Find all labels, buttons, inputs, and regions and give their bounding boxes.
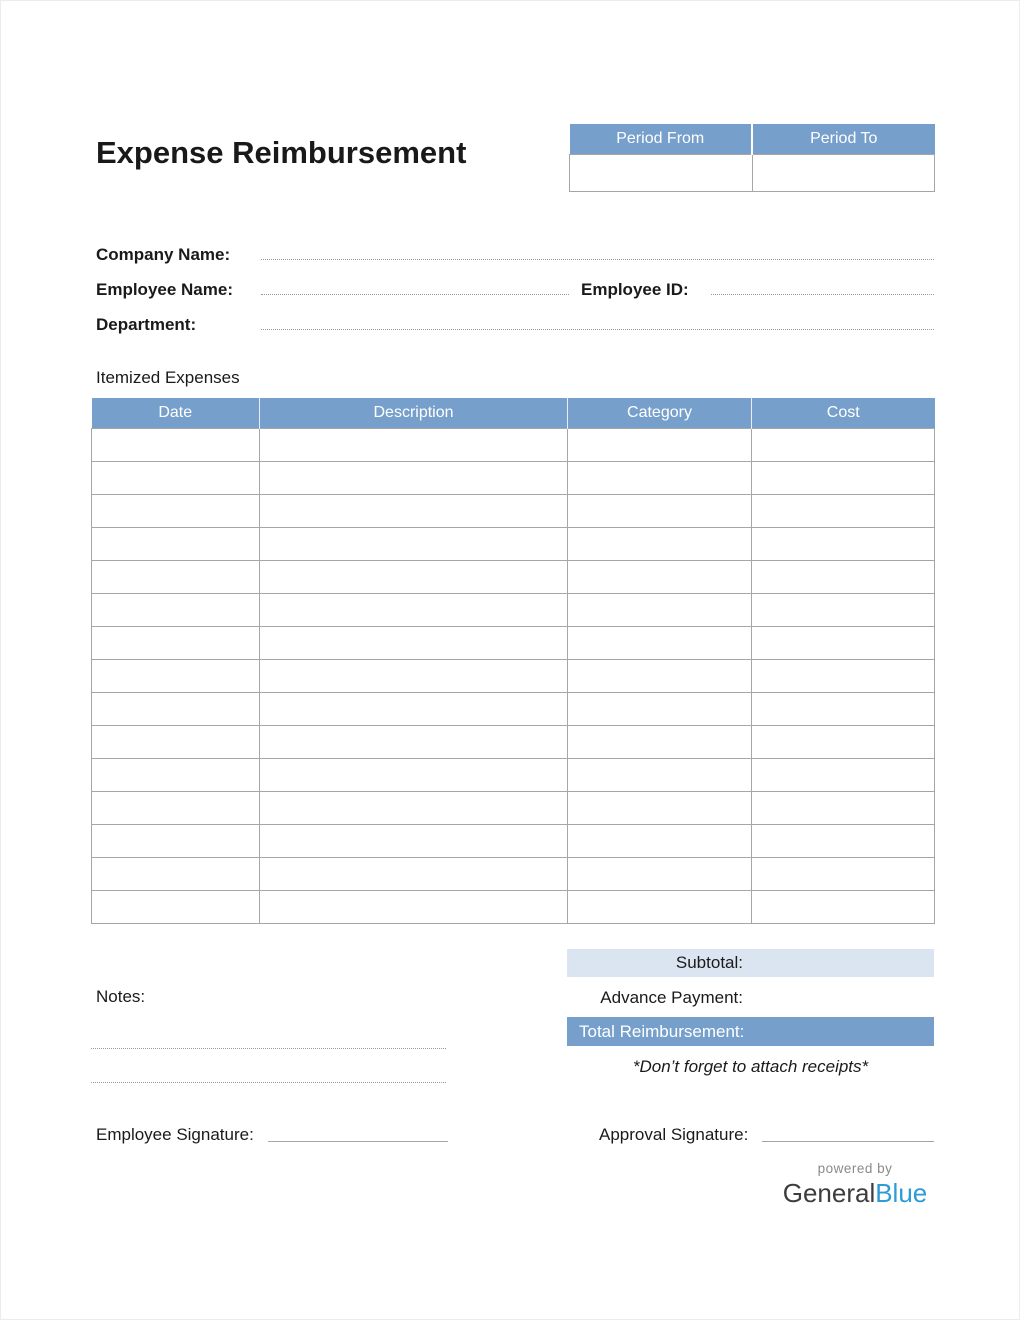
company-name-label: Company Name: — [96, 245, 231, 264]
expense-row — [92, 791, 935, 824]
expense-cell-date[interactable] — [92, 890, 260, 923]
brand-footer — [776, 1161, 934, 1209]
expense-cell-cost[interactable] — [752, 791, 935, 824]
expense-cell-category[interactable] — [568, 890, 752, 923]
employee-id-field[interactable] — [711, 294, 934, 295]
notes-section — [91, 987, 446, 1083]
expense-row — [92, 428, 935, 461]
company-name-row — [96, 233, 934, 268]
approval-signature-line[interactable] — [762, 1141, 934, 1142]
expense-cell-date[interactable] — [92, 857, 260, 890]
notes-line-1[interactable] — [91, 1048, 446, 1049]
period-table — [569, 124, 935, 192]
expense-cell-date[interactable] — [92, 527, 260, 560]
itemized-expenses-title: Itemized Expenses — [96, 368, 240, 387]
period-to-header: Period To — [752, 124, 935, 154]
expense-row — [92, 494, 935, 527]
expense-row — [92, 527, 935, 560]
expense-row — [92, 692, 935, 725]
expense-cell-date[interactable] — [92, 659, 260, 692]
department-field[interactable] — [261, 329, 934, 330]
totals-section — [567, 949, 934, 1077]
expense-cell-cost[interactable] — [752, 857, 935, 890]
employee-name-row — [96, 268, 934, 303]
period-table-value-row — [570, 154, 935, 191]
expense-cell-date[interactable] — [92, 560, 260, 593]
subtotal-row — [567, 949, 934, 977]
expense-cell-description[interactable] — [260, 725, 568, 758]
powered-by-text: powered by — [817, 1161, 893, 1176]
employee-id-label: Employee ID: — [581, 280, 689, 299]
period-from-field[interactable] — [570, 154, 753, 191]
expense-cell-description[interactable] — [260, 428, 568, 461]
total-reimbursement-label: Total Reimbursement: — [579, 1022, 745, 1041]
receipts-note: *Don’t forget to attach receipts* — [632, 1057, 869, 1076]
expense-table-header-row — [92, 398, 935, 428]
expense-cell-description[interactable] — [260, 791, 568, 824]
expense-row — [92, 725, 935, 758]
expense-cell-category[interactable] — [568, 560, 752, 593]
expense-cell-date[interactable] — [92, 461, 260, 494]
period-table-header-row — [570, 124, 935, 154]
expense-cell-description[interactable] — [260, 461, 568, 494]
expense-cell-category[interactable] — [568, 626, 752, 659]
subtotal-label: Subtotal: — [675, 953, 743, 972]
approval-signature-block — [599, 1125, 934, 1147]
expense-cell-category[interactable] — [568, 494, 752, 527]
expense-cell-date[interactable] — [92, 725, 260, 758]
expense-cell-cost[interactable] — [752, 593, 935, 626]
expense-cell-description[interactable] — [260, 593, 568, 626]
expense-row — [92, 857, 935, 890]
brand-general-text: General — [782, 1178, 876, 1208]
expense-cell-cost[interactable] — [752, 725, 935, 758]
expense-cell-cost[interactable] — [752, 626, 935, 659]
expense-cell-category[interactable] — [568, 593, 752, 626]
expense-cell-description[interactable] — [260, 758, 568, 791]
expense-row — [92, 593, 935, 626]
expense-cell-cost[interactable] — [752, 560, 935, 593]
expense-cell-category[interactable] — [568, 791, 752, 824]
expense-cell-description[interactable] — [260, 890, 568, 923]
expense-cell-date[interactable] — [92, 824, 260, 857]
employee-signature-label: Employee Signature: — [96, 1125, 254, 1144]
generalblue-logo — [776, 1178, 934, 1209]
period-from-header: Period From — [570, 124, 753, 154]
expense-cell-description[interactable] — [260, 494, 568, 527]
expense-row — [92, 758, 935, 791]
expense-cell-cost[interactable] — [752, 659, 935, 692]
expense-cell-category[interactable] — [568, 659, 752, 692]
expense-cell-date[interactable] — [92, 692, 260, 725]
expense-cell-description[interactable] — [260, 857, 568, 890]
advance-payment-value-field[interactable] — [751, 985, 934, 1011]
expense-cell-category[interactable] — [568, 692, 752, 725]
expense-row — [92, 461, 935, 494]
expense-cell-category[interactable] — [568, 527, 752, 560]
expense-cell-description[interactable] — [260, 626, 568, 659]
expense-cell-description[interactable] — [260, 560, 568, 593]
total-reimbursement-bar — [567, 1017, 934, 1046]
department-label: Department: — [96, 315, 197, 334]
expense-cell-description[interactable] — [260, 824, 568, 857]
column-header-description: Description — [260, 398, 568, 428]
expense-cell-date[interactable] — [92, 593, 260, 626]
expense-cell-cost[interactable] — [752, 890, 935, 923]
employee-signature-line[interactable] — [268, 1141, 448, 1142]
expense-cell-cost[interactable] — [752, 758, 935, 791]
period-to-field[interactable] — [752, 154, 935, 191]
expense-table-body — [92, 428, 935, 923]
department-row — [96, 303, 934, 338]
expense-cell-date[interactable] — [92, 428, 260, 461]
employee-name-field[interactable] — [261, 294, 569, 295]
expense-cell-cost[interactable] — [752, 824, 935, 857]
column-header-category: Category — [568, 398, 752, 428]
expense-cell-date[interactable] — [92, 791, 260, 824]
expense-cell-description[interactable] — [260, 527, 568, 560]
expense-cell-cost[interactable] — [752, 461, 935, 494]
expense-cell-description[interactable] — [260, 659, 568, 692]
company-info-fields — [96, 233, 934, 338]
expense-cell-category[interactable] — [568, 758, 752, 791]
expense-row — [92, 659, 935, 692]
approval-signature-label: Approval Signature: — [599, 1125, 749, 1144]
expense-cell-category[interactable] — [568, 428, 752, 461]
employee-name-label: Employee Name: — [96, 280, 233, 299]
column-header-cost: Cost — [752, 398, 935, 428]
notes-line-2[interactable] — [91, 1082, 446, 1083]
expense-cell-date[interactable] — [92, 626, 260, 659]
expense-cell-category[interactable] — [568, 857, 752, 890]
expense-cell-category[interactable] — [568, 725, 752, 758]
expense-row — [92, 626, 935, 659]
expense-row — [92, 560, 935, 593]
expense-row — [92, 890, 935, 923]
expense-cell-description[interactable] — [260, 692, 568, 725]
expense-cell-cost[interactable] — [752, 494, 935, 527]
page-title: Expense Reimbursement — [96, 135, 467, 170]
brand-blue-text: Blue — [875, 1178, 928, 1208]
expense-cell-date[interactable] — [92, 494, 260, 527]
company-name-field[interactable] — [261, 259, 934, 260]
expense-row — [92, 824, 935, 857]
advance-payment-row — [567, 985, 934, 1011]
expense-cell-cost[interactable] — [752, 428, 935, 461]
employee-signature-block — [96, 1125, 448, 1147]
expense-cell-cost[interactable] — [752, 692, 935, 725]
advance-payment-label: Advance Payment: — [600, 988, 743, 1007]
subtotal-value-field[interactable] — [751, 949, 934, 977]
expense-cell-category[interactable] — [568, 824, 752, 857]
expense-table — [91, 398, 935, 924]
expense-cell-date[interactable] — [92, 758, 260, 791]
notes-label: Notes: — [96, 987, 146, 1006]
column-header-date: Date — [92, 398, 260, 428]
expense-cell-cost[interactable] — [752, 527, 935, 560]
expense-cell-category[interactable] — [568, 461, 752, 494]
